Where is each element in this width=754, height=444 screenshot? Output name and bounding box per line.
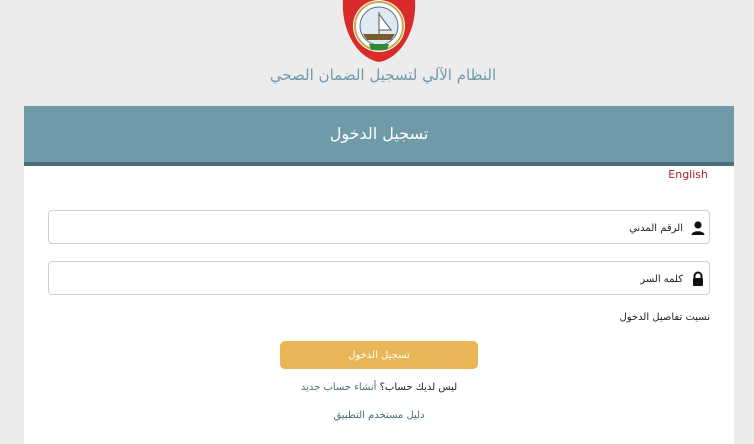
language-switch-link[interactable]: English [668,168,708,181]
user-guide-link[interactable]: دليل مستخدم التطبيق [333,410,425,421]
user-icon [690,220,706,236]
login-header: تسجيل الدخول [24,106,734,166]
password-field[interactable] [48,261,710,295]
forgot-credentials-link[interactable]: نسيت تفاصيل الدخول [619,312,710,323]
password-input[interactable] [81,262,685,296]
system-title: النظام الآلي لتسجيل الضمان الصحي [269,66,497,84]
lock-icon [690,271,706,287]
civil-id-input[interactable] [81,211,685,245]
civil-id-field[interactable] [48,210,710,244]
login-card [24,106,734,444]
no-account-text: ليس لديك حساب؟ [379,382,458,393]
ministry-emblem-icon [339,0,419,62]
register-prompt [24,382,734,393]
login-button[interactable]: تسجيل الدخول [280,341,478,369]
create-account-link[interactable]: أنشاء حساب جديد [300,382,377,393]
